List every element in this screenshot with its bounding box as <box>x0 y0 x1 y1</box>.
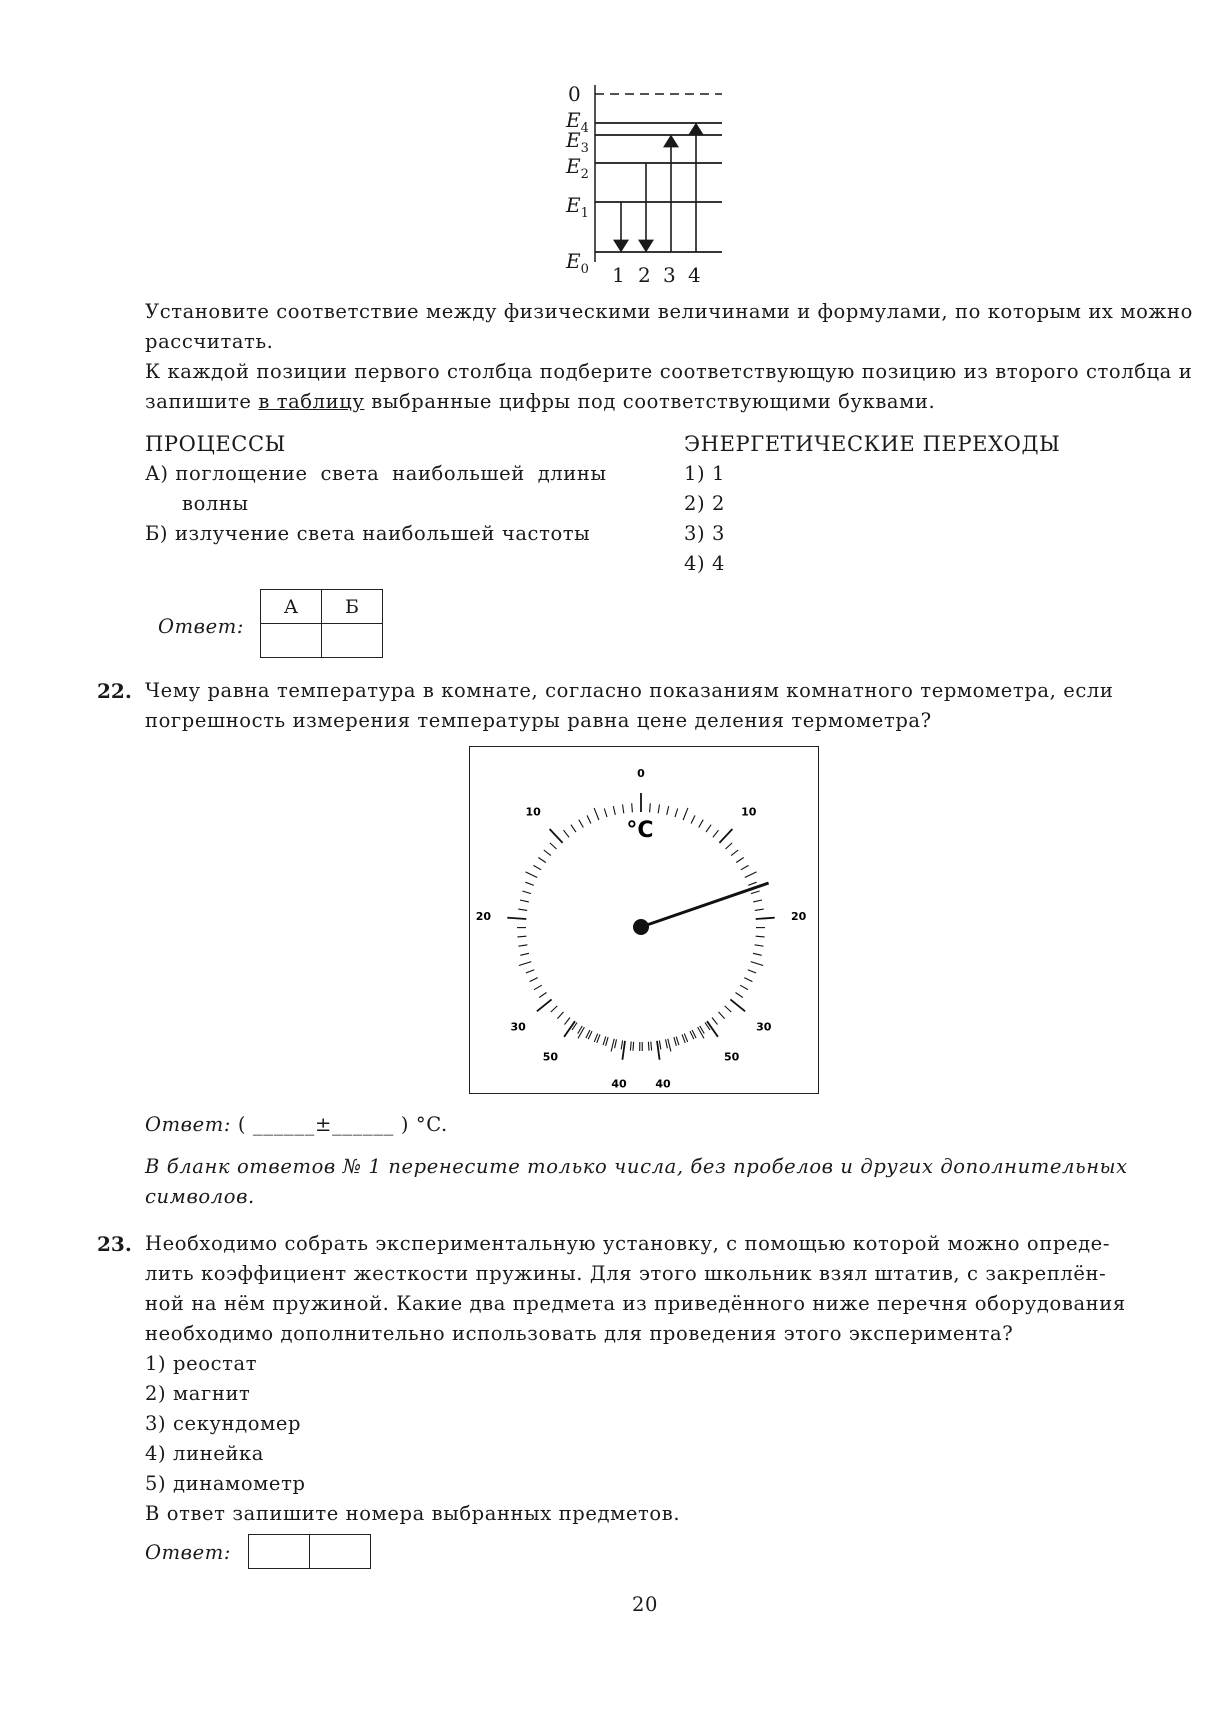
minor-tick <box>748 882 756 885</box>
q22-answer-blank-1[interactable]: ______ <box>252 1113 315 1136</box>
minor-tick <box>683 808 688 820</box>
minor-tick <box>587 815 591 823</box>
minor-tick <box>525 882 533 885</box>
minor-tick <box>518 909 527 910</box>
minor-tick <box>633 1042 634 1051</box>
q21-option-1: 1) 1 <box>684 462 726 485</box>
label-e4: $E_4$ <box>566 108 589 136</box>
minor-tick <box>667 806 669 815</box>
minor-tick <box>603 1037 606 1046</box>
label-e3: $E_3$ <box>566 128 589 156</box>
minor-tick <box>658 804 659 813</box>
q22-note-2: символов. <box>145 1185 255 1208</box>
minor-tick <box>520 953 529 955</box>
unit-label: °C <box>626 818 654 843</box>
minor-tick <box>740 985 748 990</box>
minor-tick <box>604 809 607 818</box>
q21-item-b: Б) излучение света наибольшей частоты <box>145 522 591 545</box>
q23-answer-cell-1[interactable] <box>249 1535 310 1569</box>
minor-tick <box>594 808 599 820</box>
q22-text-1: Чему равна температура в комнате, согласно показаниям комнатного термометра, если <box>145 679 1114 702</box>
major-tick <box>622 1041 625 1060</box>
major-tick <box>730 999 745 1011</box>
dial-label-top: 0 <box>637 767 645 780</box>
minor-tick <box>674 1037 677 1046</box>
label-e0: $E_0$ <box>566 249 589 277</box>
minor-tick <box>731 850 738 856</box>
minor-tick <box>699 820 704 828</box>
q23-answer-cell-2[interactable] <box>310 1535 371 1569</box>
q21-col1-header: ПРОЦЕССЫ <box>145 432 286 456</box>
minor-tick <box>648 1042 649 1051</box>
minor-tick <box>517 936 526 937</box>
minor-tick <box>650 803 651 812</box>
major-tick <box>550 829 563 843</box>
major-tick <box>657 1041 660 1060</box>
minor-tick <box>726 843 733 849</box>
minor-tick <box>579 820 584 828</box>
q23-option-3: 3) секундомер <box>145 1412 302 1435</box>
q21-option-2: 2) 2 <box>684 492 726 515</box>
minor-tick <box>615 1039 617 1048</box>
minor-tick <box>713 830 719 837</box>
minor-tick <box>526 872 538 878</box>
transition-number-3: 3 <box>663 263 676 287</box>
minor-tick <box>666 1039 668 1048</box>
dial-label-right: 30 <box>756 1020 772 1034</box>
q22-number: 22. <box>97 679 132 703</box>
label-e1: $E_1$ <box>566 193 589 221</box>
minor-tick <box>753 953 762 955</box>
minor-tick <box>630 1042 631 1051</box>
minor-tick <box>736 993 743 998</box>
q22-answer-label: Ответ: <box>145 1113 232 1136</box>
minor-tick <box>753 900 762 902</box>
minor-tick <box>745 872 757 878</box>
minor-tick <box>606 1037 609 1046</box>
minor-tick <box>651 1042 652 1051</box>
minor-tick <box>748 970 756 973</box>
q22-note-1: В бланк ответов № 1 перенесите только числа, без пробелов и других дополнительных <box>145 1155 1128 1178</box>
minor-tick <box>544 850 551 856</box>
transition-number-2: 2 <box>638 263 651 287</box>
q22-answer-line: Ответ: ( ______±______ ) °C. <box>145 1113 448 1136</box>
q23-number: 23. <box>97 1232 132 1256</box>
q23-answer-label: Ответ: <box>145 1541 232 1564</box>
q21-answer-cell-b[interactable] <box>322 624 383 658</box>
thermometer-dial <box>470 747 818 1093</box>
q21-option-4: 4) 4 <box>684 552 726 575</box>
dial-label-right: 50 <box>542 1050 559 1064</box>
q21-answer-header-b: Б <box>322 590 383 624</box>
q23-text-2: лить коэффициент жесткости пружины. Для этого школьник взял штатив, с закреплён- <box>145 1262 1107 1285</box>
q21-answer-table <box>260 589 383 658</box>
minor-tick <box>751 962 763 966</box>
minor-tick <box>613 806 615 815</box>
major-tick <box>756 918 775 919</box>
q23-option-1: 1) реостат <box>145 1352 258 1375</box>
minor-tick <box>522 891 531 894</box>
q23-text-3: ной на нём пружиной. Какие два предмета из приведённого ниже перечня оборудования <box>145 1292 1126 1315</box>
minor-tick <box>706 825 711 832</box>
q21-item-a-cont: волны <box>182 492 249 515</box>
q21-col2-header: ЭНЕРГЕТИЧЕСКИЕ ПЕРЕХОДЫ <box>684 432 1061 456</box>
minor-tick <box>571 825 576 832</box>
dial-label-left: 30 <box>510 1020 526 1034</box>
q21-item-a: А) поглощение света наибольшей длины <box>145 462 607 485</box>
minor-tick <box>712 1018 718 1025</box>
q21-option-3: 3) 3 <box>684 522 726 545</box>
minor-tick <box>755 945 764 946</box>
minor-tick <box>632 803 633 812</box>
minor-tick <box>611 1039 614 1052</box>
minor-tick <box>691 815 695 823</box>
minor-tick <box>725 1006 732 1012</box>
minor-tick <box>533 865 541 869</box>
q22-text-2: погрешность измерения температуры равна цене деления термометра? <box>145 709 932 732</box>
major-tick <box>537 999 552 1011</box>
minor-tick <box>519 962 531 966</box>
thermometer-frame <box>469 746 819 1094</box>
q21-answer-label: Ответ: <box>158 615 245 638</box>
minor-tick <box>538 858 546 863</box>
q23-option-2: 2) магнит <box>145 1382 251 1405</box>
page-number: 20 <box>632 1593 659 1616</box>
major-tick <box>719 829 732 843</box>
minor-tick <box>719 1012 725 1019</box>
q21-table-link: в таблицу <box>258 390 365 413</box>
q23-text-1: Необходимо собрать экспериментальную установку, с помощью которой можно опреде- <box>145 1232 1111 1255</box>
dial-label-left: 10 <box>525 805 541 819</box>
minor-tick <box>623 804 624 813</box>
thermometer-needle <box>641 883 769 927</box>
minor-tick <box>539 993 546 998</box>
label-e2: $E_2$ <box>566 154 589 182</box>
dial-label-left: 20 <box>475 910 492 923</box>
minor-tick <box>519 945 528 946</box>
dial-label-left: 40 <box>611 1077 627 1091</box>
q22-answer-blank-2[interactable]: ______ <box>331 1113 395 1136</box>
q21-answer-cell-a[interactable] <box>261 624 322 658</box>
q23-option-5: 5) динамометр <box>145 1472 306 1495</box>
q23-instruction: В ответ запишите номера выбранных предметов. <box>145 1502 681 1525</box>
minor-tick <box>557 1012 563 1019</box>
dial-label-right: 40 <box>655 1077 671 1091</box>
minor-tick <box>675 809 678 818</box>
dial-label-left: 50 <box>723 1050 740 1064</box>
minor-tick <box>551 1006 558 1012</box>
minor-tick <box>534 985 542 990</box>
minor-tick <box>736 858 744 863</box>
dial-label-right: 20 <box>790 910 807 923</box>
q21-intro-2: К каждой позиции первого столбца подберите соответствующую позицию из второго столбца и запишите в таблицу выбранные цифры под соответствующими буквами. <box>145 360 1193 413</box>
minor-tick <box>565 1018 571 1025</box>
transition-number-1: 1 <box>612 263 625 287</box>
q23-answer-table <box>248 1534 371 1569</box>
label-0: 0 <box>568 82 581 106</box>
minor-tick <box>756 936 765 937</box>
minor-tick <box>621 1041 622 1050</box>
minor-tick <box>668 1039 671 1052</box>
minor-tick <box>530 978 538 982</box>
minor-tick <box>550 843 557 849</box>
q23-option-4: 4) линейка <box>145 1442 264 1465</box>
q21-answer-header-a: А <box>261 590 322 624</box>
minor-tick <box>676 1037 679 1046</box>
q21-intro-1: Установите соответствие между физическими величинами и формулами, по которым их можно рассчитать. <box>145 300 1193 353</box>
dial-label-right: 10 <box>741 805 757 819</box>
minor-tick <box>526 970 534 973</box>
minor-tick <box>755 909 764 910</box>
transition-number-4: 4 <box>688 263 701 287</box>
major-tick <box>507 918 526 919</box>
needle-pivot <box>633 919 649 935</box>
minor-tick <box>564 830 570 837</box>
minor-tick <box>744 978 752 982</box>
minor-tick <box>520 900 529 902</box>
minor-tick <box>741 865 749 869</box>
minor-tick <box>751 891 760 894</box>
minor-tick <box>659 1041 660 1050</box>
q23-text-4: необходимо дополнительно использовать для проведения этого эксперимента? <box>145 1322 1014 1345</box>
